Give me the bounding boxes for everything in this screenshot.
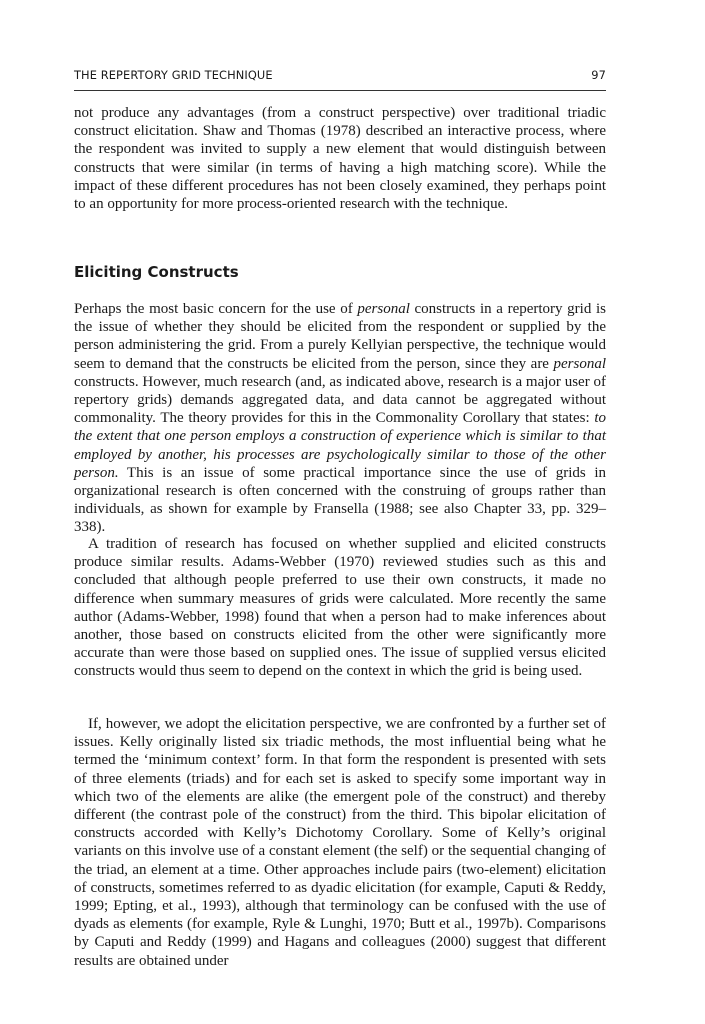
paragraph-eliciting-1 <box>74 300 606 537</box>
p2-commonality-quote: to the extent that one person employs a construction of experience which is similar to that employed by another, his processes are psychologically similar to those of the other person. <box>74 410 606 481</box>
p2-text-g: This is an issue of some practical importance since the use of grids in organizational research is often concerned with the construing of groups rather than individuals, as shown for example by Fransella (1988; see also Chapter 33, pp. 329–338). <box>74 464 606 536</box>
running-header <box>74 68 606 86</box>
paragraph-supplied-vs-elicited: A tradition of research has focused on whether supplied and elicited constructs produce similar results. Adams-Webber (1970) reviewed studies such as this and concluded that although people preferred to use their own constructs, it made no difference when summary measures of grids were calculated. More recently the same author (Adams-Webber, 1998) found that when a person had to make inferences about another, those based on constructs elicited from the other were significantly more accurate than were those based on supplied ones. The issue of supplied versus elicited constructs would thus seem to depend on the context in which the grid is being used. <box>74 536 606 680</box>
paragraph-elicitation-methods: If, however, we adopt the elicitation perspective, we are confronted by a further set of issues. Kelly originally listed six triadic methods, the most influential being what he termed the ‘minimum context’ form. In that form the respondent is presented with sets of three elements (triads) and for each set is asked to specify some important way in which two of the elements are alike (the emergent pole of the construct) and thereby different (the contrast pole of the construct) from the third. This bipolar elicitation of constructs accorded with Kelly’s Dichotomy Corollary. Some of Kelly’s original variants on this involve use of a constant element (the self) or the sequential changing of the triad, an element at a time. Other approaches include pairs (two-element) elicitation of constructs, sometimes referred to as dyadic elicitation (for example, Caputi & Reddy, 1999; Epting, et al., 1993), although that terminology can be confused with the use of dyads as elements (for example, Ryle & Lunghi, 1970; Butt et al., 1997b). Comparisons by Caputi and Reddy (1999) and Hagans and colleagues (2000) suggest that different results are obtained under <box>74 716 606 969</box>
p2-emphasis-personal-2: personal <box>553 355 606 372</box>
header-rule <box>74 90 606 91</box>
p2-text-c: constructs in a repertory grid is the issue of whether they should be elicited from the respondent or supplied by the person administering the grid. From a purely Kellyian perspective, the technique would seem to demand that the constructs be elicited from the person, since they are <box>74 301 606 372</box>
paragraph-intro: not produce any advantages (from a construct perspective) over traditional triadic construct elicitation. Shaw and Thomas (1978) described an interactive process, where the respondent was invited to supply a new element that would distinguish between constructs that were similar (in terms of having a high matching score). While the impact of these different procedures has not been closely examined, they perhaps point to an opportunity for more process-oriented research with the technique. <box>74 105 606 213</box>
section-heading: Eliciting Constructs <box>74 263 239 281</box>
running-title: THE REPERTORY GRID TECHNIQUE <box>74 68 273 82</box>
p2-emphasis-personal-1: personal <box>357 301 410 317</box>
page-number: 97 <box>591 68 606 82</box>
p2-text-a: Perhaps the most basic concern for the use of <box>74 301 358 317</box>
p2-text-e: constructs. However, much research (and, as indicated above, research is a major user of repertory grids) demands aggregated data, and data cannot be aggregated without commonality. The theory provides for this in the Commonality Corollary that states: <box>74 373 606 427</box>
